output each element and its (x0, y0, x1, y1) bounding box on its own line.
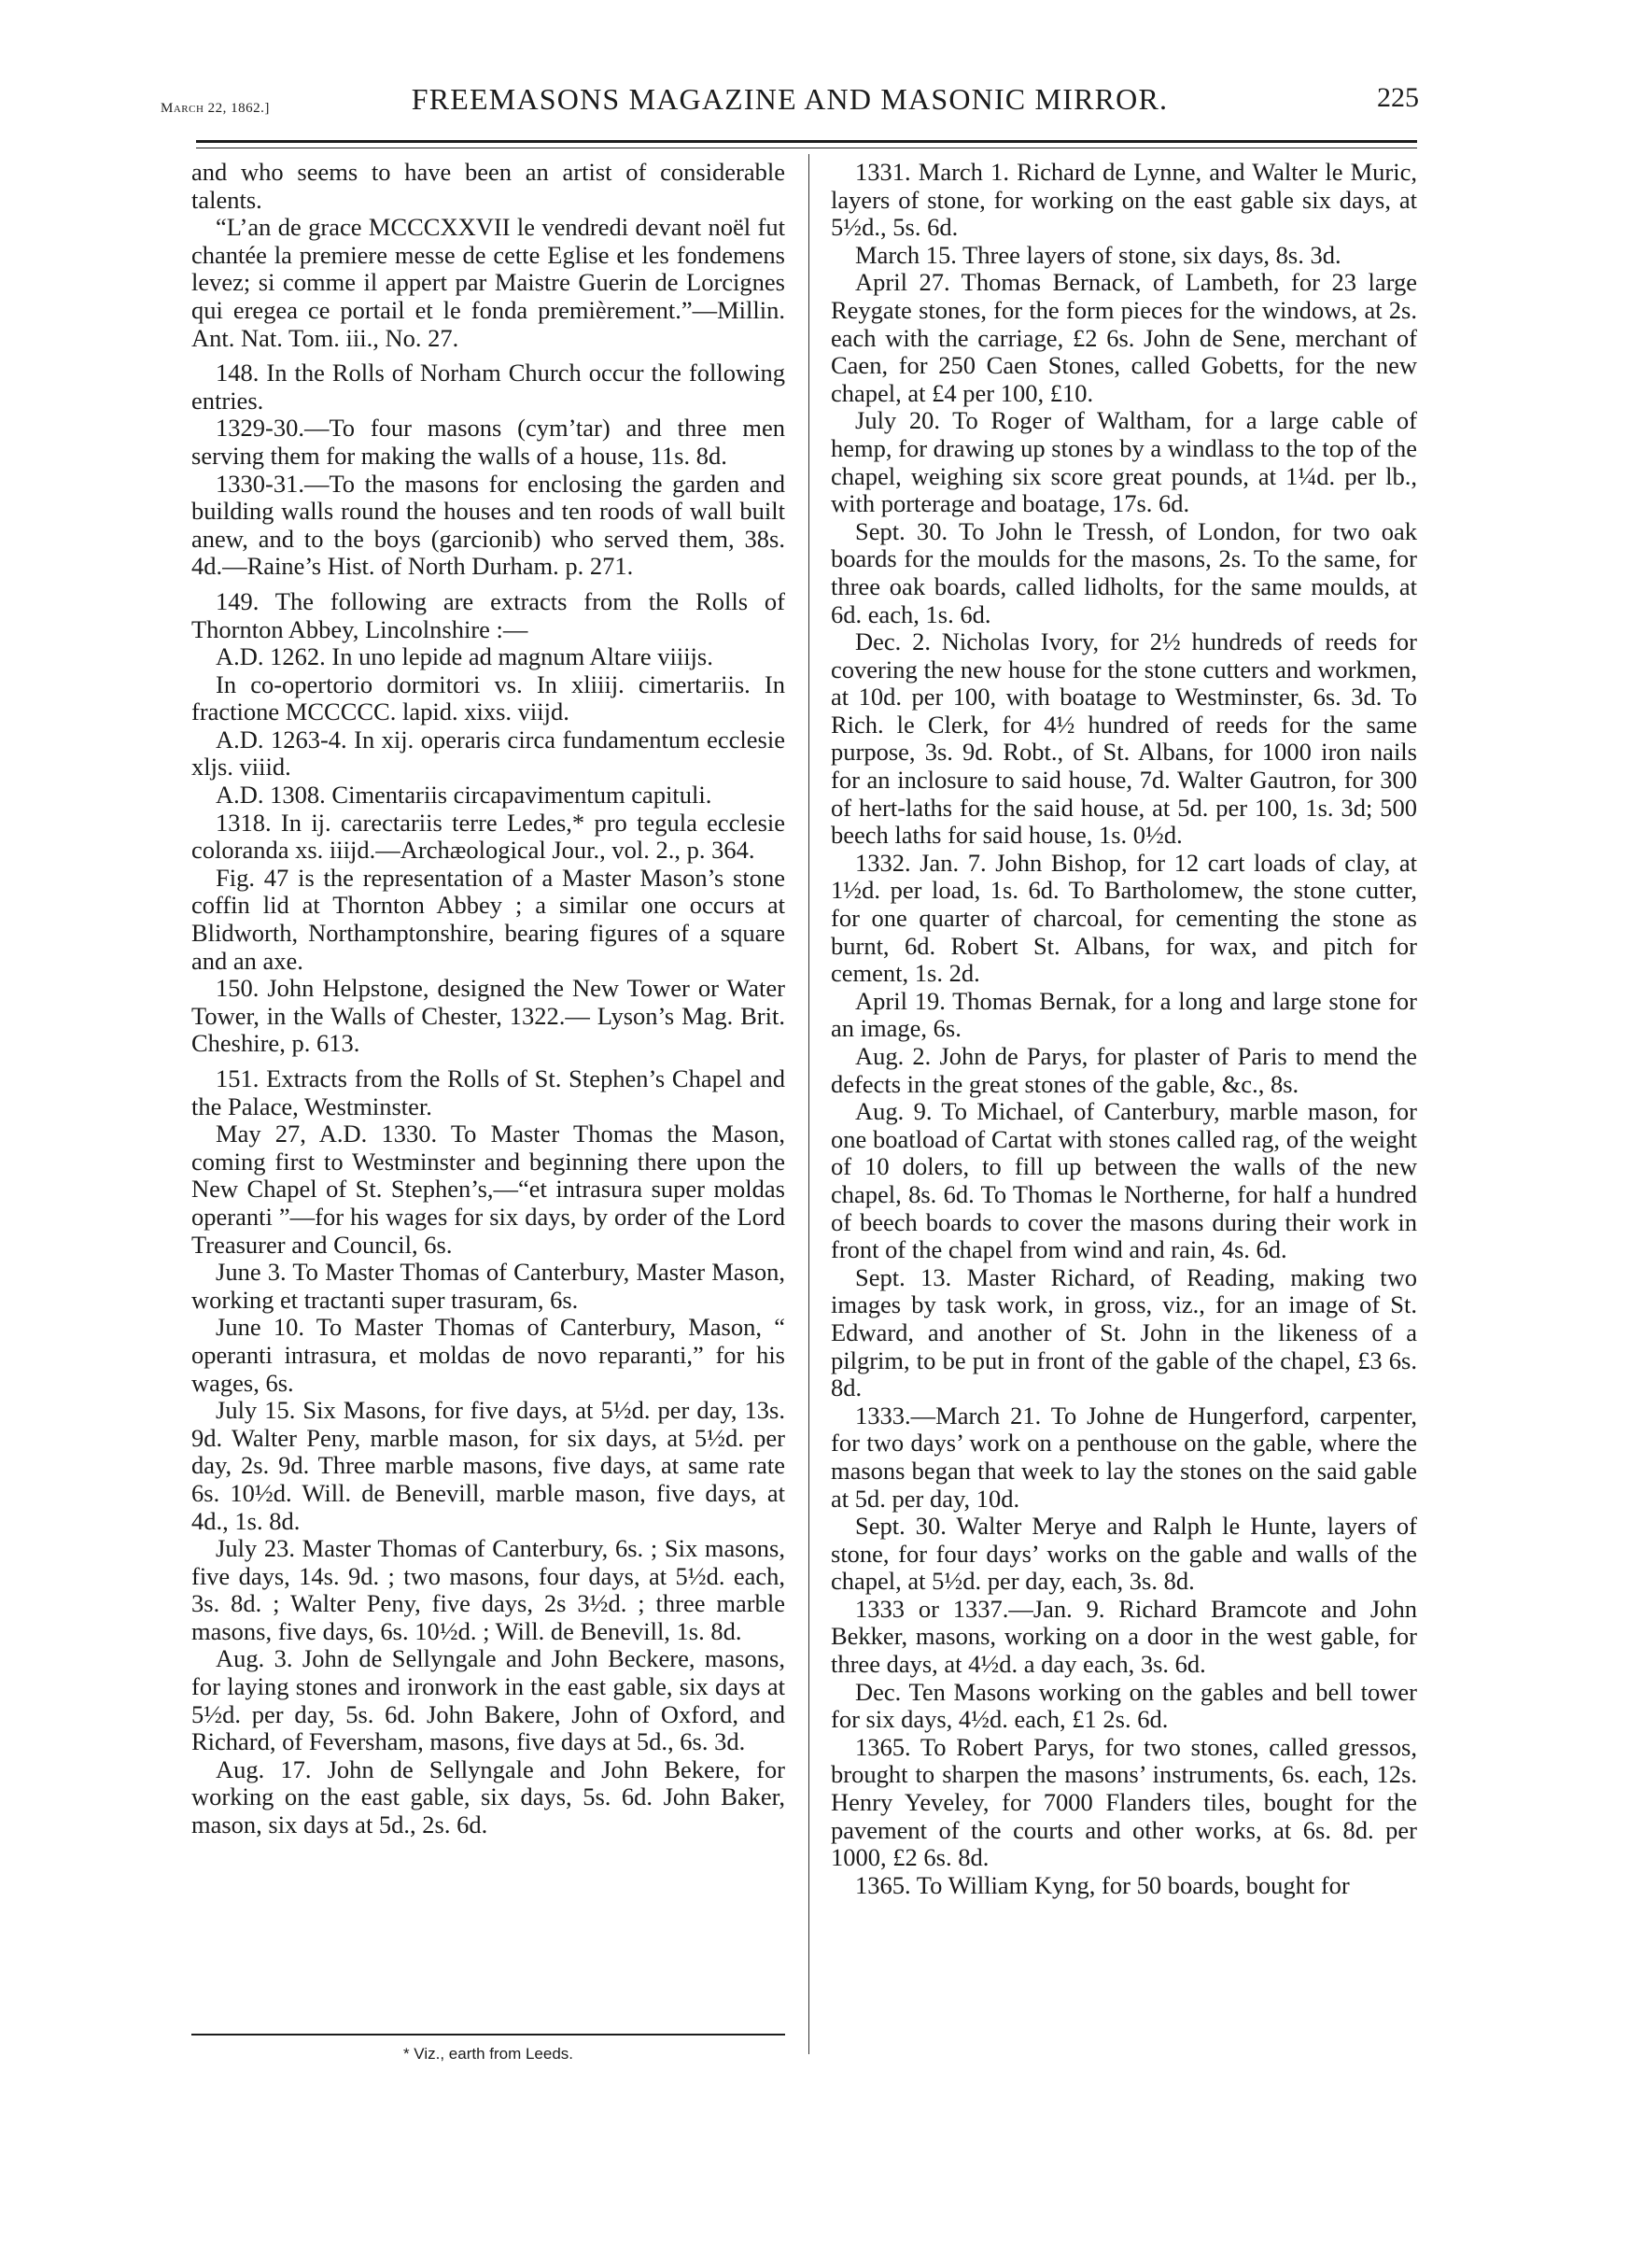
paragraph: 1365. To William Kyng, for 50 boards, bought for (855, 1870, 1350, 1899)
paragraph: July 15. Six Masons, for five days, at 5½d. per day, 13s. 9d. Walter Peny, marble mason, for six days, at 5½d. per day, 2s. 9d. Three marble masons, five days, at same rate 6s. 10½d. Will. de Benevill, marble mason, five days, at 4d., 1s. 8d. (191, 1396, 785, 1535)
paragraph: Sept. 30. Walter Merye and Ralph le Hunte, layers of stone, for four days’ works on the gable and walls of the chapel, at 5½d. per day, each, 3s. 8d. (831, 1512, 1417, 1596)
paragraph: July 20. To Roger of Waltham, for a large cable of hemp, for drawing up stones by a windlass to the top of the chapel, weighing six score great pounds, at 1¼d. per lb., with porterage and boatage, 17s. 6d. (831, 406, 1417, 518)
page-number: 225 (1377, 82, 1419, 113)
paragraph: 1333 or 1337.—Jan. 9. Richard Bramcote and John Bekker, masons, working on a door in the west gable, for three days, at 4½d. a day each, 3s. 6d. (831, 1594, 1417, 1679)
paragraph: June 3. To Master Thomas of Canterbury, Master Mason, working et tractanti super trasuram, 6s. (191, 1258, 785, 1314)
paragraph: Aug. 2. John de Parys, for plaster of Paris to mend the defects in the great stones of the gable, &c., 8s. (831, 1042, 1417, 1098)
paragraph: June 10. To Master Thomas of Canterbury, Mason, “ operanti intrasura, et moldas de novo reparanti,” for his wages, 6s. (191, 1313, 785, 1397)
paragraph: 1329-30.—To four masons (cym’tar) and three men serving them for making the walls of a house, 11s. 8d. (191, 414, 785, 470)
header-rule-thick (196, 140, 1417, 143)
paragraph: A.D. 1308. Cimentariis circapavimentum capituli. (216, 781, 712, 810)
issue-date: March 22, 1862.] (161, 101, 270, 116)
paragraph: 1331. March 1. Richard de Lynne, and Walter le Muric, layers of stone, for working on the east gable six days, at 5½d., 5s. 6d. (831, 158, 1417, 242)
paragraph: Aug. 17. John de Sellyngale and John Bekere, for working on the east gable, six days, 5s. 6d. John Baker, mason, six days at 5d., 2s. 6d. (191, 1754, 785, 1839)
paragraph: Sept. 13. Master Richard, of Reading, making two images by task work, in gross, viz., for an image of St. Edward, and another of St. John in the likeness of a pilgrim, to be put in front of the gable of the chapel, £3 6s. 8d. (831, 1262, 1417, 1402)
paragraph: 149. The following are extracts from the Rolls of Thornton Abbey, Lincolnshire :— (191, 586, 785, 643)
paragraph: 1330-31.—To the masons for enclosing the garden and building walls round the houses and ten roods of wall built anew, and to the boys (garcionib) who served them, 38s. 4d.—Raine’s Hist. of North Durham. p. 271. (191, 469, 785, 581)
left-column (191, 159, 785, 1839)
footnote-rule (191, 2034, 785, 2036)
paragraph: 1333.—March 21. To Johne de Hungerford, carpenter, for two days’ work on a penthouse on the gable, where the masons began that week to lay the stones on the said gable at 5d. per day, 10d. (831, 1401, 1417, 1513)
paragraph: 148. In the Rolls of Norham Church occur the following entries. (191, 359, 785, 415)
masthead (161, 82, 1419, 131)
column-divider (808, 154, 809, 2054)
paragraph: 1318. In ij. carectariis terre Ledes,* pro tegula ecclesie coloranda xs. iiijd.—Archæological Jour., vol. 2., p. 364. (191, 808, 785, 865)
paragraph: April 19. Thomas Bernak, for a long and large stone for an image, 6s. (831, 986, 1417, 1043)
paragraph: March 15. Three layers of stone, six days, 8s. 3d. (855, 240, 1341, 269)
footnote: * Viz., earth from Leeds. (402, 2045, 574, 2063)
paragraph: Fig. 47 is the representation of a Master Mason’s stone coffin lid at Thornton Abbey ; a similar one occurs at Blidworth, Northamptonshire, bearing figures of a square and an axe. (191, 863, 785, 975)
publication-title: FREEMASONS MAGAZINE AND MASONIC MIRROR. (411, 82, 1169, 116)
paragraph: 151. Extracts from the Rolls of St. Stephen’s Chapel and the Palace, Westminster. (191, 1064, 785, 1120)
paragraph: 1332. Jan. 7. John Bishop, for 12 cart loads of clay, at 1½d. per load, 1s. 6d. To Bartholomew, the stone cutter, for one quarter of charcoal, for cementing the stone as burnt, 6d. Robert St. Albans, for wax, and pitch for cement, 1s. 2d. (831, 848, 1417, 988)
paragraph: May 27, A.D. 1330. To Master Thomas the Mason, coming first to Westminster and beginning there upon the New Chapel of St. Stephen’s,—“et intrasura super moldas operanti ”—for his wages for six days, by order of the Lord Treasurer and Council, 6s. (191, 1120, 785, 1259)
paragraph: Sept. 30. To John le Tressh, of London, for two oak boards for the moulds for the masons, 2s. To the same, for three oak boards, called lidholts, for the same moulds, at 6d. each, 1s. 6d. (831, 516, 1417, 628)
right-column (831, 159, 1417, 1899)
paragraph: and who seems to have been an artist of considerable talents. (191, 158, 785, 214)
paragraph: Dec. Ten Masons working on the gables and bell tower for six days, 4½d. each, £1 2s. 6d. (831, 1677, 1417, 1734)
paragraph: 1365. To Robert Parys, for two stones, called gressos, brought to sharpen the masons’ instruments, 6s. each, 12s. Henry Yeveley, for 7000 Flanders tiles, bought for the pavement of the courts and other works, at 6s. 8d. per 1000, £2 6s. 8d. (831, 1732, 1417, 1872)
paragraph: A.D. 1263-4. In xij. operaris circa fundamentum ecclesie xljs. viiid. (191, 725, 785, 782)
paragraph: Aug. 9. To Michael, of Canterbury, marble mason, for one boatload of Cartat with stones called rag, of the weight of 10 dolers, to fill up between the walls of the new chapel, 8s. 6d. To Thomas le Northerne, for half a hundred of beech boards to cover the masons during their work in front of the chapel from wind and rain, 4s. 6d. (831, 1097, 1417, 1264)
paragraph: “L’an de grace MCCCXXVII le vendredi devant noël fut chantée la premiere messe de cette Eglise et les fondemens levez; si comme il appert par Maistre Guerin de Lorcignes qui eregea ce portail et le fonda premièrement.”—Millin. Ant. Nat. Tom. iii., No. 27. (191, 213, 785, 352)
paragraph: Aug. 3. John de Sellyngale and John Beckere, masons, for laying stones and ironwork in the east gable, six days at 5½d. per day, 5s. 6d. John Bakere, John of Oxford, and Richard, of Feversham, masons, five days at 5d., 6s. 3d. (191, 1644, 785, 1756)
paragraph: Dec. 2. Nicholas Ivory, for 2½ hundreds of reeds for covering the new house for the stone cutters and workmen, at 10d. per 100, with boatage to Westminster, 6s. 3d. To Rich. le Clerk, for 4½ hundred of reeds for the same purpose, 3s. 9d. Robt., of St. Albans, for 1000 iron nails for an inclosure to said house, 7d. Walter Gautron, for 300 of hert-laths for the said house, at 5d. per 100, 1s. 3d; 500 beech laths for said house, 1s. 0½d. (831, 627, 1417, 850)
paragraph: In co-opertorio dormitori vs. In xliiij. cimertariis. In fractione MCCCCC. lapid. xixs. viijd. (191, 669, 785, 726)
paragraph: 150. John Helpstone, designed the New Tower or Water Tower, in the Walls of Chester, 1322.— Lyson’s Mag. Brit. Cheshire, p. 613. (191, 974, 785, 1058)
paragraph: July 23. Master Thomas of Canterbury, 6s. ; Six masons, five days, 14s. 9d. ; two masons, four days, at 5½d. each, 3s. 8d. ; Walter Peny, five days, 2s 3½d. ; three marble masons, five days, 6s. 10½d. ; Will. de Benevill, 1s. 8d. (191, 1534, 785, 1645)
paragraph: April 27. Thomas Bernack, of Lambeth, for 23 large Reygate stones, for the form pieces for the windows, at 2s. each with the carriage, £2 6s. John de Sene, merchant of Caen, for 250 Caen Stones, called Gobetts, for the new chapel, at £4 per 100, £10. (831, 268, 1417, 407)
paragraph: A.D. 1262. In uno lepide ad magnum Altare viiijs. (216, 642, 713, 671)
